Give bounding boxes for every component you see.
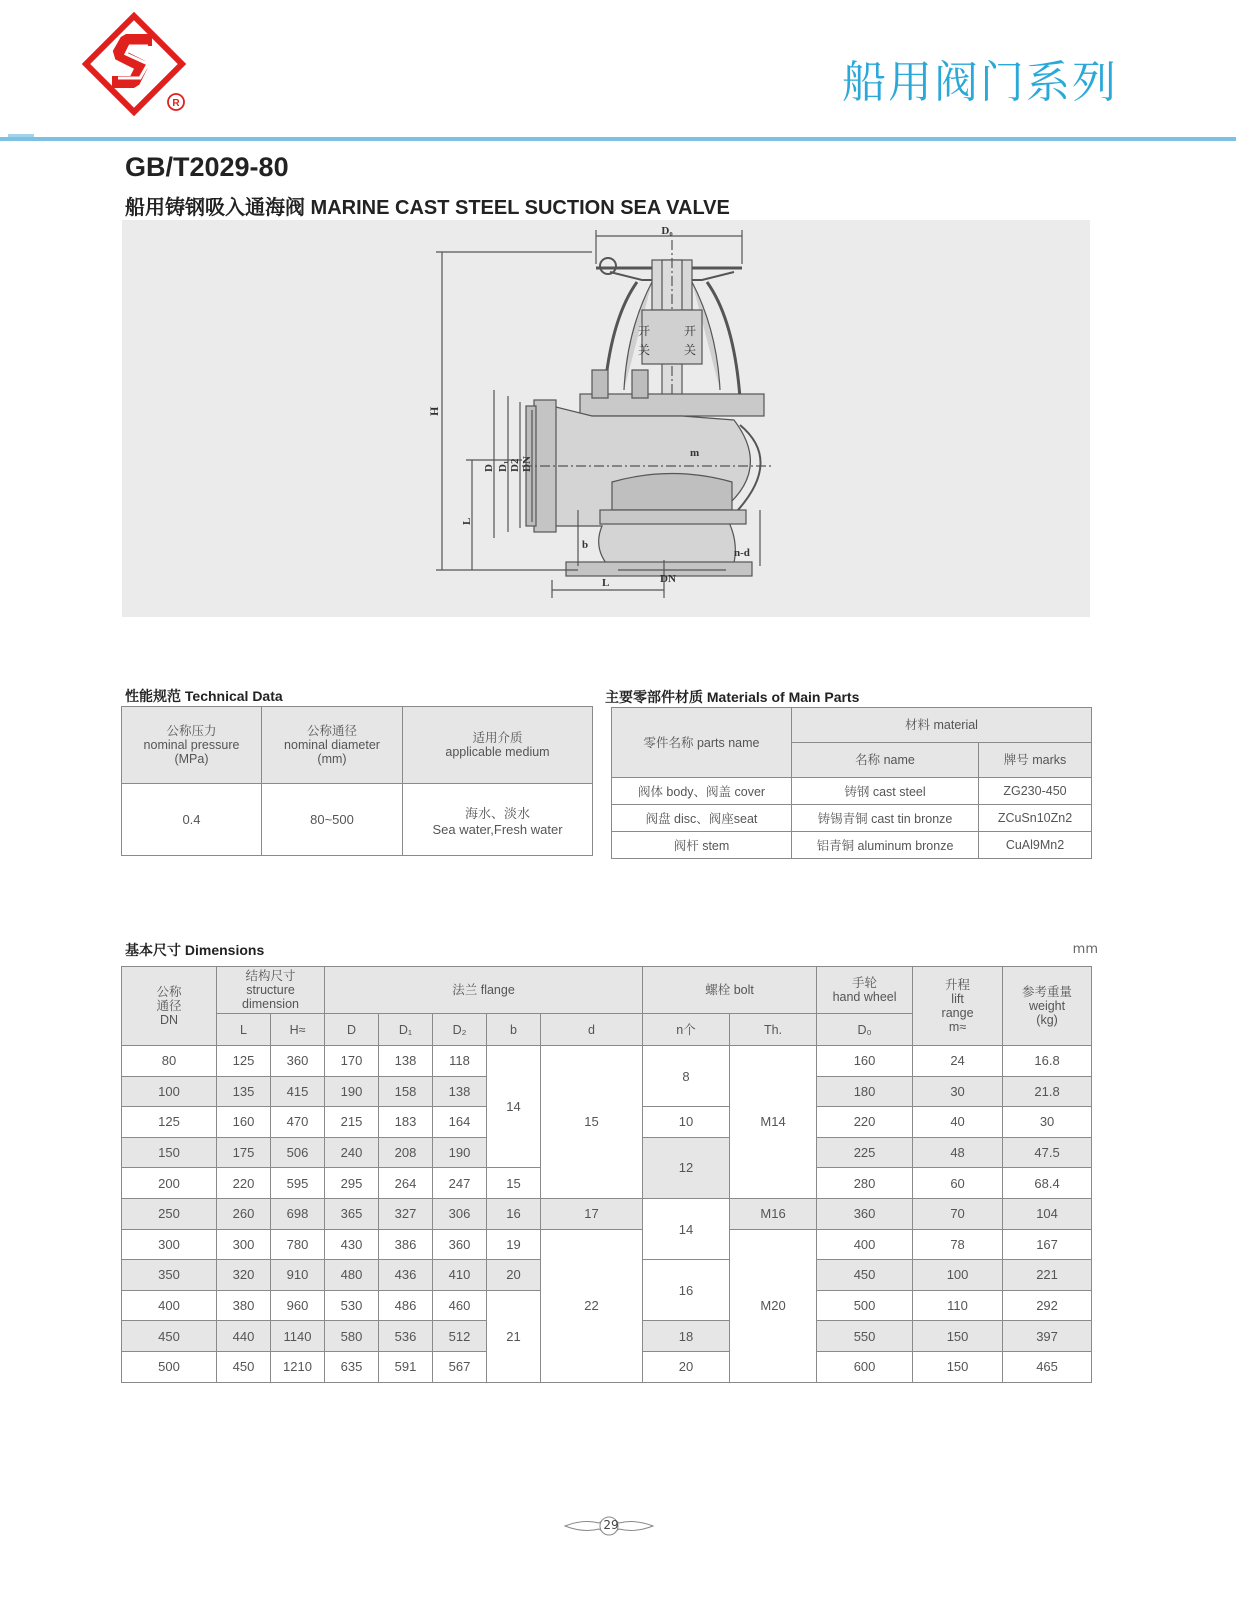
table-row: 150 175 506 240 208 190 12 225 48 47.5 bbox=[122, 1137, 1092, 1168]
drawing-label-open-left: 开 bbox=[638, 324, 651, 338]
header-bolt: 螺栓 bolt bbox=[643, 967, 817, 1014]
drawing-label-close-left: 关 bbox=[638, 343, 651, 357]
table-row: 300 300 780 430 386 360 19 22 M20 400 78 167 bbox=[122, 1229, 1092, 1260]
header-l: L bbox=[217, 1014, 271, 1046]
header-dn: 公称 通径 DN bbox=[122, 967, 217, 1046]
svg-text:R: R bbox=[172, 98, 180, 109]
page-number bbox=[563, 1513, 655, 1539]
table-row: 125 160 470 215 183 164 10 220 40 30 bbox=[122, 1107, 1092, 1138]
dimensions-table bbox=[121, 966, 1092, 1383]
drawing-label-l-bottom: L bbox=[602, 577, 610, 589]
table-row: 100 135 415 190 158 138 180 30 21.8 bbox=[122, 1076, 1092, 1107]
drawing-label-nd: n-d bbox=[734, 547, 750, 559]
header-d1: D₁ bbox=[379, 1014, 433, 1046]
header-material: 材料 material bbox=[792, 708, 1092, 743]
materials-title: 主要零部件材质 Materials of Main Parts bbox=[605, 689, 860, 705]
drawing-label-open-right: 开 bbox=[684, 324, 697, 338]
header-material-marks: 牌号 marks bbox=[979, 743, 1092, 778]
header-nominal-diameter: 公称通径 nominal diameter (mm) bbox=[262, 707, 403, 784]
table-row: 阀盘 disc、阀座seat 铸锡青铜 cast tin bronze ZCuSn10Zn2 bbox=[612, 805, 1092, 832]
header-bolt-count: n个 bbox=[643, 1014, 730, 1046]
technical-data-table bbox=[121, 706, 593, 856]
header-d: D bbox=[325, 1014, 379, 1046]
table-row: 阀杆 stem 铝青铜 aluminum bronze CuAl9Mn2 bbox=[612, 832, 1092, 859]
dimensions-title: 基本尺寸 Dimensions bbox=[125, 942, 265, 958]
drawing-label-dn-bottom: DN bbox=[660, 573, 676, 585]
header-lift: 升程 lift range m≈ bbox=[913, 967, 1003, 1046]
standard-code: GB/T2029-80 bbox=[125, 152, 289, 182]
drawing-label-d2: D2 bbox=[509, 458, 521, 472]
medium-value: 海水、淡水 Sea water,Fresh water bbox=[403, 784, 593, 856]
header-h: H≈ bbox=[271, 1014, 325, 1046]
table-row: 400 380 960 530 486 460 21 500 110 292 bbox=[122, 1290, 1092, 1321]
company-logo bbox=[82, 12, 194, 116]
header-structure: 结构尺寸 structure dimension bbox=[217, 967, 325, 1014]
drawing-label-m: m bbox=[690, 447, 700, 459]
header-thread: Th. bbox=[730, 1014, 817, 1046]
table-row: 500 450 1210 635 591 567 20 600 150 465 bbox=[122, 1351, 1092, 1382]
header-weight: 参考重量 weight (kg) bbox=[1003, 967, 1092, 1046]
header-d0: D₀ bbox=[817, 1014, 913, 1046]
materials-table bbox=[611, 707, 1092, 859]
drawing-label-close-right: 关 bbox=[684, 343, 697, 357]
product-title: 船用铸钢吸入通海阀 MARINE CAST STEEL SUCTION SEA VALVE bbox=[125, 197, 730, 219]
header-nominal-pressure: 公称压力 nominal pressure (MPa) bbox=[122, 707, 262, 784]
header-parts-name: 零件名称 parts name bbox=[612, 708, 792, 778]
drawing-label-d1: D₁ bbox=[497, 460, 509, 472]
header-d2: D₂ bbox=[433, 1014, 487, 1046]
header-flange: 法兰 flange bbox=[325, 967, 643, 1014]
drawing-label-b: b bbox=[582, 539, 589, 551]
drawing-label-l-side: L bbox=[461, 517, 473, 525]
series-title: 船用阀门系列 bbox=[842, 57, 1118, 108]
table-row: 阀体 body、阀盖 cover 铸钢 cast steel ZG230-450 bbox=[612, 778, 1092, 805]
pressure-value: 0.4 bbox=[122, 784, 262, 856]
drawing-label-dn-side: DN bbox=[521, 456, 533, 472]
header-hole-d: d bbox=[541, 1014, 643, 1046]
header-b: b bbox=[487, 1014, 541, 1046]
table-row: 250 260 698 365 327 306 16 17 14 M16 360 70 104 bbox=[122, 1198, 1092, 1229]
diameter-value: 80~500 bbox=[262, 784, 403, 856]
valve-drawing-panel bbox=[122, 220, 1090, 617]
drawing-label-h: H bbox=[427, 406, 441, 416]
header-rule bbox=[0, 137, 1236, 141]
page-number-text: 29 bbox=[603, 1518, 619, 1532]
header-handwheel: 手轮 hand wheel bbox=[817, 967, 913, 1014]
unit-label: mm bbox=[1072, 942, 1098, 957]
header-material-name: 名称 name bbox=[792, 743, 979, 778]
header-applicable-medium: 适用介质 applicable medium bbox=[403, 707, 593, 784]
valve-drawing bbox=[122, 220, 1090, 617]
table-row: 450 440 1140 580 536 512 18 550 150 397 bbox=[122, 1321, 1092, 1352]
table-row: 350 320 910 480 436 410 20 16 450 100 221 bbox=[122, 1260, 1092, 1291]
drawing-label-d0: D₀ bbox=[661, 225, 673, 237]
table-row: 80 125 360 170 138 118 14 15 8 M14 160 24 16.8 bbox=[122, 1046, 1092, 1077]
drawing-label-d: D bbox=[483, 464, 495, 472]
table-row: 200 220 595 295 264 247 15 280 60 68.4 bbox=[122, 1168, 1092, 1199]
technical-data-title: 性能规范 Technical Data bbox=[125, 688, 283, 704]
